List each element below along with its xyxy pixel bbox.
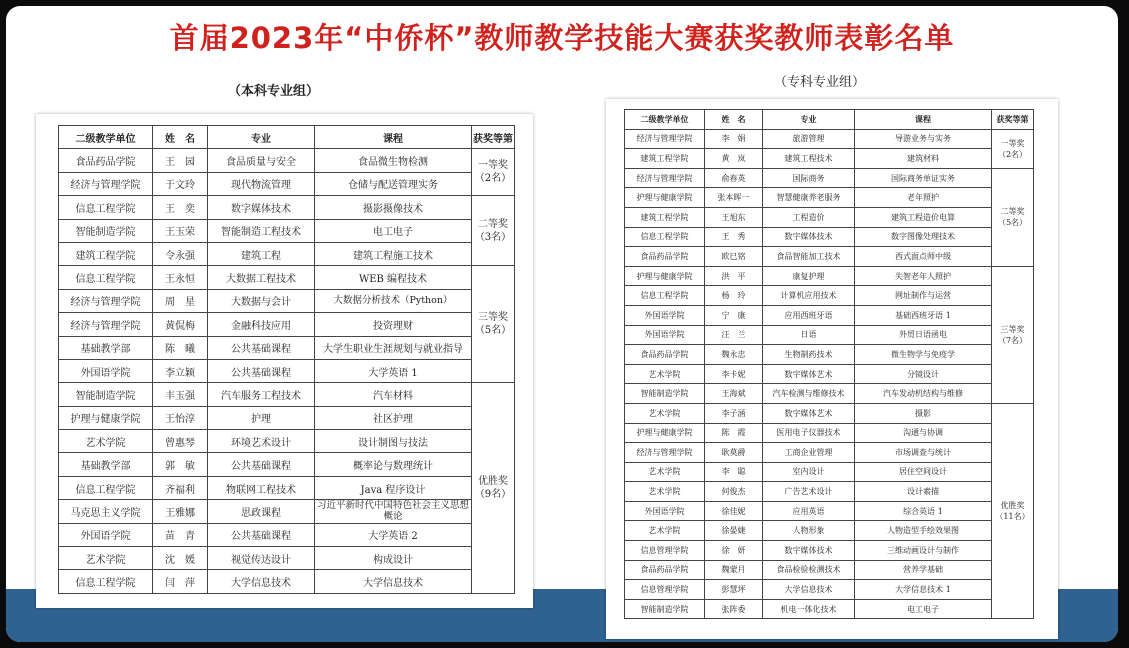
table-row (59, 266, 515, 289)
name-cell: 王永恒 (153, 266, 208, 289)
name-cell: 于文玲 (153, 172, 208, 195)
table-row (625, 364, 1034, 384)
award-count: （3名） (474, 231, 512, 243)
header-row (59, 126, 515, 149)
table-row (59, 476, 515, 499)
table-row (625, 462, 1034, 482)
major-cell: 食品检验检测技术 (763, 560, 855, 580)
unit-cell: 建筑工程学院 (59, 242, 153, 265)
course-cell: 建筑工程施工技术 (315, 242, 472, 265)
table-row (59, 570, 515, 593)
major-cell: 人物形象 (763, 521, 855, 541)
major-cell: 数字媒体艺术 (763, 364, 855, 384)
unit-cell: 信息工程学院 (59, 196, 153, 219)
course-cell: 导游业务与实务 (855, 129, 992, 149)
unit-cell: 食品药品学院 (625, 345, 705, 365)
course-cell: 基础西班牙语 1 (855, 305, 992, 325)
name-cell: 耿莫爵 (705, 443, 763, 463)
unit-cell: 护理与健康学院 (625, 423, 705, 443)
page-title: 首届2023年“中侨杯”教师教学技能大赛获奖教师表彰名单 (169, 21, 955, 55)
table-row (59, 196, 515, 219)
major-cell: 数字媒体技术 (208, 196, 315, 219)
unit-cell: 信息工程学院 (59, 476, 153, 499)
table-row (625, 599, 1034, 619)
table-row (625, 482, 1034, 502)
name-cell: 苗 青 (153, 523, 208, 546)
name-cell: 陈 霞 (705, 423, 763, 443)
course-cell: 网址制作与运营 (855, 286, 992, 306)
table-row (59, 289, 515, 312)
table-row (625, 286, 1034, 306)
award-count: （2名） (474, 173, 512, 185)
course-cell: 外贸日语函电 (855, 325, 992, 345)
major-cell: 应用西班牙语 (763, 305, 855, 325)
major-cell: 食品智能加工技术 (763, 247, 855, 267)
name-cell: 魏蒙月 (705, 560, 763, 580)
award-count: （7名） (997, 335, 1028, 345)
name-cell: 洪 平 (705, 266, 763, 286)
award-count: （11名） (995, 512, 1030, 522)
course-cell: 分镜设计 (855, 364, 992, 384)
name-cell: 王海斌 (705, 384, 763, 404)
course-cell: 建筑材料 (855, 149, 992, 169)
course-cell: 老年照护 (855, 188, 992, 208)
table-row (59, 430, 515, 453)
award-count: （2名） (997, 149, 1028, 159)
table-row (59, 313, 515, 336)
unit-cell: 护理与健康学院 (625, 188, 705, 208)
name-cell: 王怡淳 (153, 406, 208, 429)
major-cell: 机电一体化技术 (763, 599, 855, 619)
unit-cell: 信息工程学院 (625, 286, 705, 306)
header-award: 获奖等第 (992, 110, 1034, 130)
course-cell: 居住空间设计 (855, 462, 992, 482)
major-cell: 应用英语 (763, 501, 855, 521)
name-cell: 彭慧坪 (705, 580, 763, 600)
major-cell: 生物制药技术 (763, 345, 855, 365)
unit-cell: 智能制造学院 (59, 219, 153, 242)
major-cell: 金融科技应用 (208, 313, 315, 336)
name-cell: 徐晏婕 (705, 521, 763, 541)
header-major: 专业 (763, 110, 855, 130)
name-cell: 令永强 (153, 242, 208, 265)
table-row (59, 547, 515, 570)
major-cell: 数字媒体技术 (763, 541, 855, 561)
unit-cell: 信息管理学院 (625, 541, 705, 561)
award-name: 优胜奖 (1000, 501, 1025, 511)
unit-cell: 智能制造学院 (625, 599, 705, 619)
major-cell: 汽车检测与维修技术 (763, 384, 855, 404)
table-row (59, 359, 515, 382)
course-cell: 汽车材料 (315, 383, 472, 406)
course-cell: 投资理财 (315, 313, 472, 336)
table-row (625, 443, 1034, 463)
major-cell: 现代物流管理 (208, 172, 315, 195)
major-cell: 数字媒体艺术 (763, 403, 855, 423)
award-name: 三等奖 (1000, 324, 1025, 334)
table-row (625, 188, 1034, 208)
name-cell: 徐 妍 (705, 541, 763, 561)
unit-cell: 艺术学院 (625, 482, 705, 502)
name-cell: 齐福利 (153, 476, 208, 499)
name-cell: 杨 玲 (705, 286, 763, 306)
unit-cell: 艺术学院 (625, 364, 705, 384)
name-cell: 郭 敏 (153, 453, 208, 476)
undergraduate-group-label: （本科专业组） (228, 84, 320, 99)
major-cell: 思政课程 (208, 500, 315, 523)
unit-cell: 艺术学院 (59, 430, 153, 453)
major-cell: 日语 (763, 325, 855, 345)
major-cell: 智慧健康养老服务 (763, 188, 855, 208)
unit-cell: 外国语学院 (59, 523, 153, 546)
course-cell: 摄影 (855, 403, 992, 423)
unit-cell: 基础教学部 (59, 336, 153, 359)
table-row (59, 242, 515, 265)
unit-cell: 信息工程学院 (59, 266, 153, 289)
name-cell: 魏永忠 (705, 345, 763, 365)
unit-cell: 马克思主义学院 (59, 500, 153, 523)
unit-cell: 智能制造学院 (59, 383, 153, 406)
course-cell: 构成设计 (315, 547, 472, 570)
name-cell: 李 娟 (705, 129, 763, 149)
course-cell: 市场调查与统计 (855, 443, 992, 463)
table-row (625, 168, 1034, 188)
course-cell: 营养学基础 (855, 560, 992, 580)
award-name: 三等奖 (478, 312, 508, 324)
name-cell: 闫 萍 (153, 570, 208, 593)
award-cell (472, 266, 515, 383)
header-unit: 二级教学单位 (59, 126, 153, 149)
award-cell (992, 168, 1034, 266)
table-row (625, 129, 1034, 149)
major-cell: 建筑工程技术 (763, 149, 855, 169)
header-major: 专业 (208, 126, 315, 149)
name-cell: 张阵委 (705, 599, 763, 619)
unit-cell: 艺术学院 (625, 403, 705, 423)
unit-cell: 艺术学院 (59, 547, 153, 570)
major-cell: 大数据工程技术 (208, 266, 315, 289)
header-course: 课程 (315, 126, 472, 149)
award-count: （5名） (474, 325, 512, 337)
table-row (59, 523, 515, 546)
name-cell: 汪 兰 (705, 325, 763, 345)
unit-cell: 食品药品学院 (625, 560, 705, 580)
major-cell: 康复护理 (763, 266, 855, 286)
course-cell: 设计制图与技法 (315, 430, 472, 453)
unit-cell: 外国语学院 (625, 325, 705, 345)
name-cell: 李卡妮 (705, 364, 763, 384)
award-count: （9名） (474, 489, 512, 501)
course-cell: 概率论与数理统计 (315, 453, 472, 476)
major-cell: 工商企业管理 (763, 443, 855, 463)
award-cell (992, 129, 1034, 168)
course-cell: Java 程序设计 (315, 476, 472, 499)
course-cell: 习近平新时代中国特色社会主义思想概论 (315, 500, 472, 523)
unit-cell: 经济与管理学院 (625, 168, 705, 188)
unit-cell: 信息管理学院 (625, 580, 705, 600)
course-cell: 国际商务单证实务 (855, 168, 992, 188)
award-name: 一等奖 (478, 160, 508, 172)
unit-cell: 艺术学院 (625, 462, 705, 482)
unit-cell: 经济与管理学院 (59, 172, 153, 195)
major-cell: 建筑工程 (208, 242, 315, 265)
major-cell: 物联网工程技术 (208, 476, 315, 499)
course-cell: 西式面点师中级 (855, 247, 992, 267)
course-cell: 人物造型手绘效果图 (855, 521, 992, 541)
header-unit: 二级教学单位 (625, 110, 705, 130)
course-cell: 大学生职业生涯规划与就业指导 (315, 336, 472, 359)
unit-cell: 食品药品学院 (59, 149, 153, 172)
course-cell: 电工电子 (855, 599, 992, 619)
major-cell: 视觉传达设计 (208, 547, 315, 570)
major-cell: 工程造价 (763, 207, 855, 227)
table-row (59, 406, 515, 429)
course-cell: 微生物学与免疫学 (855, 345, 992, 365)
course-cell: 沟通与协调 (855, 423, 992, 443)
major-cell: 广告艺术设计 (763, 482, 855, 502)
unit-cell: 智能制造学院 (625, 384, 705, 404)
major-cell: 环境艺术设计 (208, 430, 315, 453)
course-cell: 食品微生物检测 (315, 149, 472, 172)
major-cell: 大数据与会计 (208, 289, 315, 312)
table-row (59, 453, 515, 476)
table-row (625, 345, 1034, 365)
header-award: 获奖等第 (472, 126, 515, 149)
name-cell: 王 园 (153, 149, 208, 172)
table-row (625, 403, 1034, 423)
header-course: 课程 (855, 110, 992, 130)
header-name: 姓 名 (153, 126, 208, 149)
table-row (59, 383, 515, 406)
table-row (59, 172, 515, 195)
unit-cell: 外国语学院 (625, 501, 705, 521)
unit-cell: 信息工程学院 (625, 227, 705, 247)
name-cell: 沈 媛 (153, 547, 208, 570)
major-cell: 数字媒体技术 (763, 227, 855, 247)
course-cell: 数字图像处理技术 (855, 227, 992, 247)
major-cell: 公共基础课程 (208, 453, 315, 476)
name-cell: 李立颖 (153, 359, 208, 382)
unit-cell: 基础教学部 (59, 453, 153, 476)
unit-cell: 护理与健康学院 (625, 266, 705, 286)
name-cell: 王雅娜 (153, 500, 208, 523)
header-row (625, 110, 1034, 130)
name-cell: 丰玉强 (153, 383, 208, 406)
screenshot-frame (6, 6, 1118, 642)
table-row (59, 336, 515, 359)
header-name: 姓 名 (705, 110, 763, 130)
table-row (59, 149, 515, 172)
table-row (625, 580, 1034, 600)
major-cell: 汽车服务工程技术 (208, 383, 315, 406)
unit-cell: 经济与管理学院 (625, 443, 705, 463)
course-cell: 电工电子 (315, 219, 472, 242)
name-cell: 王 奕 (153, 196, 208, 219)
table-row (59, 219, 515, 242)
unit-cell: 食品药品学院 (625, 247, 705, 267)
course-cell: 大学英语 2 (315, 523, 472, 546)
major-cell: 公共基础课程 (208, 523, 315, 546)
table-row (625, 423, 1034, 443)
course-cell: 三维动画设计与制作 (855, 541, 992, 561)
vocational-group-label: （专科专业组） (774, 75, 866, 90)
award-cell (472, 196, 515, 266)
course-cell: 综合英语 1 (855, 501, 992, 521)
unit-cell: 经济与管理学院 (625, 129, 705, 149)
name-cell: 王 秀 (705, 227, 763, 247)
undergraduate-award-table (58, 125, 515, 594)
major-cell: 公共基础课程 (208, 336, 315, 359)
major-cell: 公共基础课程 (208, 359, 315, 382)
course-cell: 大学信息技术 (315, 570, 472, 593)
course-cell: 设计素描 (855, 482, 992, 502)
name-cell: 陈 曦 (153, 336, 208, 359)
table-row (625, 541, 1034, 561)
table-row (625, 247, 1034, 267)
name-cell: 徐佳妮 (705, 501, 763, 521)
award-name: 一等奖 (1000, 138, 1025, 148)
name-cell: 周 星 (153, 289, 208, 312)
major-cell: 智能制造工程技术 (208, 219, 315, 242)
table-row (59, 500, 515, 523)
major-cell: 旅游管理 (763, 129, 855, 149)
award-name: 优胜奖 (478, 476, 508, 488)
table-row (625, 384, 1034, 404)
table-row (625, 149, 1034, 169)
table-row (625, 521, 1034, 541)
name-cell: 李子涵 (705, 403, 763, 423)
major-cell: 大学信息技术 (208, 570, 315, 593)
course-cell: 大学信息技术 1 (855, 580, 992, 600)
unit-cell: 护理与健康学院 (59, 406, 153, 429)
major-cell: 计算机应用技术 (763, 286, 855, 306)
major-cell: 国际商务 (763, 168, 855, 188)
course-cell: 汽车发动机结构与维修 (855, 384, 992, 404)
award-count: （5名） (997, 218, 1028, 228)
course-cell: 仓储与配送管理实务 (315, 172, 472, 195)
unit-cell: 外国语学院 (59, 359, 153, 382)
major-cell: 医用电子仪器技术 (763, 423, 855, 443)
major-cell: 护理 (208, 406, 315, 429)
course-cell: 失智老年人照护 (855, 266, 992, 286)
name-cell: 宁 康 (705, 305, 763, 325)
major-cell: 食品质量与安全 (208, 149, 315, 172)
name-cell: 王玉荣 (153, 219, 208, 242)
unit-cell: 外国语学院 (625, 305, 705, 325)
name-cell: 黄 岚 (705, 149, 763, 169)
award-name: 二等奖 (478, 218, 508, 230)
course-cell: 摄影摄像技术 (315, 196, 472, 219)
course-cell: 大数据分析技术（Python） (315, 289, 472, 312)
name-cell: 黄侃梅 (153, 313, 208, 336)
vocational-sheet (606, 99, 1058, 639)
name-cell: 李 聪 (705, 462, 763, 482)
table-row (625, 207, 1034, 227)
name-cell: 张本晖一 (705, 188, 763, 208)
name-cell: 王旭东 (705, 207, 763, 227)
table-row (625, 266, 1034, 286)
vocational-award-table (624, 109, 1034, 619)
table-row (625, 501, 1034, 521)
unit-cell: 建筑工程学院 (625, 149, 705, 169)
name-cell: 何俊杰 (705, 482, 763, 502)
major-cell: 大学信息技术 (763, 580, 855, 600)
major-cell: 室内设计 (763, 462, 855, 482)
table-row (625, 227, 1034, 247)
award-cell (992, 403, 1034, 619)
unit-cell: 建筑工程学院 (625, 207, 705, 227)
name-cell: 俞春英 (705, 168, 763, 188)
table-row (625, 560, 1034, 580)
unit-cell: 艺术学院 (625, 521, 705, 541)
undergraduate-sheet (36, 114, 533, 608)
award-cell (472, 383, 515, 594)
course-cell: WEB 编程技术 (315, 266, 472, 289)
unit-cell: 经济与管理学院 (59, 313, 153, 336)
unit-cell: 经济与管理学院 (59, 289, 153, 312)
award-cell (472, 149, 515, 196)
table-row (625, 305, 1034, 325)
course-cell: 社区护理 (315, 406, 472, 429)
name-cell: 欧巳铭 (705, 247, 763, 267)
table-row (625, 325, 1034, 345)
course-cell: 建筑工程造价电算 (855, 207, 992, 227)
award-cell (992, 266, 1034, 403)
award-name: 二等奖 (1000, 207, 1025, 217)
course-cell: 大学英语 1 (315, 359, 472, 382)
unit-cell: 信息工程学院 (59, 570, 153, 593)
name-cell: 曾惠琴 (153, 430, 208, 453)
